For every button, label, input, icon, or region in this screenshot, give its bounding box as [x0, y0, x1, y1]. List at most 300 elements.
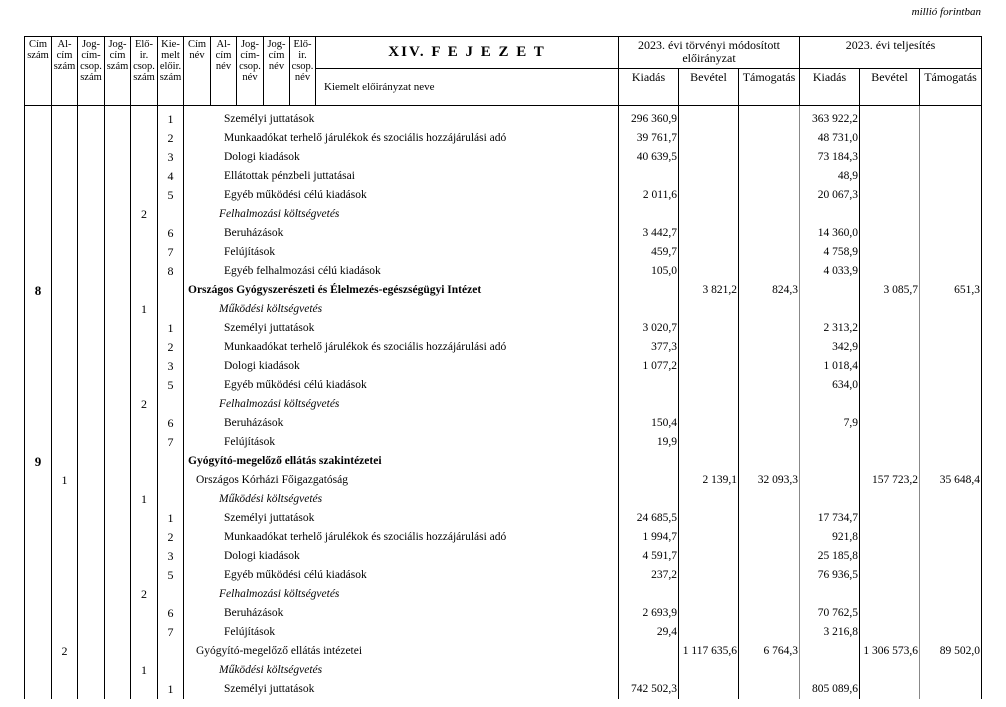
value-cell: 459,7	[619, 243, 679, 262]
code-column-header: Al- cím név	[211, 37, 237, 106]
row-name: Egyéb működési célú kiadások	[224, 569, 367, 581]
value-cell: 40 639,5	[619, 148, 679, 167]
code-cell	[105, 319, 131, 338]
name-cell	[184, 623, 619, 642]
code-cell	[105, 129, 131, 148]
code-cell: 3	[158, 357, 184, 376]
code-cell	[105, 205, 131, 224]
code-cell	[52, 395, 78, 414]
value-cell	[679, 566, 739, 585]
code-cell: 8	[158, 262, 184, 281]
value-cell	[739, 547, 800, 566]
value-cell	[739, 376, 800, 395]
value-cell	[679, 528, 739, 547]
value-cell	[739, 604, 800, 623]
value-cell	[679, 376, 739, 395]
value-cell	[679, 186, 739, 205]
code-cell	[52, 262, 78, 281]
code-cell	[105, 547, 131, 566]
code-cell	[158, 471, 184, 490]
code-cell	[131, 528, 158, 547]
name-cell	[184, 680, 619, 699]
value-cell	[739, 262, 800, 281]
name-cell	[184, 433, 619, 452]
code-cell	[25, 319, 52, 338]
row-name: Beruházások	[224, 417, 284, 429]
row-name: Ellátottak pénzbeli juttatásai	[224, 170, 355, 182]
value-cell	[739, 357, 800, 376]
value-cell: 1 077,2	[619, 357, 679, 376]
unit-label: millió forintban	[911, 6, 981, 18]
table-row	[25, 433, 982, 452]
value-cell: 742 502,3	[619, 680, 679, 699]
value-cell: 150,4	[619, 414, 679, 433]
code-cell	[52, 509, 78, 528]
table-row	[25, 604, 982, 623]
value-cell	[860, 566, 920, 585]
value-cell	[920, 490, 982, 509]
name-cell	[184, 547, 619, 566]
code-cell	[78, 433, 105, 452]
code-cell	[25, 167, 52, 186]
value-cell	[739, 243, 800, 262]
value-cell: 3 821,2	[679, 281, 739, 300]
name-cell	[184, 205, 619, 224]
row-name: Felhalmozási költségvetés	[219, 398, 340, 410]
table-row	[25, 106, 982, 130]
value-cell	[619, 395, 679, 414]
row-name: Egyéb felhalmozási célú kiadások	[224, 265, 381, 277]
code-cell: 1	[52, 471, 78, 490]
value-cell: 921,8	[800, 528, 860, 547]
name-cell	[184, 490, 619, 509]
code-cell	[105, 224, 131, 243]
code-cell	[158, 661, 184, 680]
row-name: Munkaadókat terhelő járulékok és szociális hozzájárulási adó	[224, 132, 507, 144]
value-cell	[860, 106, 920, 130]
value-cell	[920, 528, 982, 547]
table-row	[25, 205, 982, 224]
value-cell	[739, 490, 800, 509]
value-cell	[860, 604, 920, 623]
name-cell	[184, 395, 619, 414]
code-cell	[158, 281, 184, 300]
code-cell	[78, 528, 105, 547]
value-cell	[679, 414, 739, 433]
value-cell	[860, 528, 920, 547]
code-cell	[131, 623, 158, 642]
code-cell	[105, 300, 131, 319]
table-row	[25, 395, 982, 414]
code-cell	[25, 300, 52, 319]
value-cell: 3 216,8	[800, 623, 860, 642]
value-cell	[860, 357, 920, 376]
code-cell	[78, 167, 105, 186]
value-cell: 14 360,0	[800, 224, 860, 243]
row-name: Dologi kiadások	[224, 151, 300, 163]
code-cell	[105, 376, 131, 395]
value-cell	[739, 106, 800, 130]
value-cell	[860, 205, 920, 224]
code-cell	[105, 414, 131, 433]
value-cell	[860, 300, 920, 319]
code-cell: 2	[158, 338, 184, 357]
code-cell: 5	[158, 566, 184, 585]
value-cell	[739, 205, 800, 224]
code-cell	[78, 642, 105, 661]
code-cell: 2	[52, 642, 78, 661]
code-cell	[78, 262, 105, 281]
code-cell: 8	[25, 281, 52, 300]
code-cell	[131, 566, 158, 585]
value-cell	[679, 319, 739, 338]
table-row	[25, 262, 982, 281]
value-cell: 2 693,9	[619, 604, 679, 623]
value-cell: 634,0	[800, 376, 860, 395]
code-cell	[105, 395, 131, 414]
code-cell	[158, 205, 184, 224]
code-cell	[131, 376, 158, 395]
code-column-header: Cím szám	[25, 37, 52, 106]
code-cell	[25, 471, 52, 490]
table-row	[25, 186, 982, 205]
table-row	[25, 243, 982, 262]
value-cell	[739, 129, 800, 148]
code-cell	[105, 528, 131, 547]
table-row	[25, 623, 982, 642]
code-cell	[78, 604, 105, 623]
code-cell: 3	[158, 148, 184, 167]
value-cell	[800, 585, 860, 604]
value-cell	[679, 395, 739, 414]
value-cell	[800, 205, 860, 224]
name-cell	[184, 224, 619, 243]
code-cell	[52, 106, 78, 130]
code-cell	[131, 262, 158, 281]
name-cell	[184, 357, 619, 376]
value-cell: 6 764,3	[739, 642, 800, 661]
table-row	[25, 490, 982, 509]
value-cell	[619, 452, 679, 471]
code-cell	[105, 148, 131, 167]
code-cell: 7	[158, 243, 184, 262]
name-cell	[184, 528, 619, 547]
value-cell	[739, 186, 800, 205]
name-cell	[184, 186, 619, 205]
value-cell: 89 502,0	[920, 642, 982, 661]
code-cell	[78, 357, 105, 376]
code-cell	[25, 566, 52, 585]
name-cell	[184, 129, 619, 148]
name-cell	[184, 566, 619, 585]
code-cell	[105, 490, 131, 509]
value-cell	[920, 205, 982, 224]
code-cell: 2	[131, 395, 158, 414]
row-name: Személyi juttatások	[224, 322, 315, 334]
value-cell	[679, 490, 739, 509]
sub-column-header-támogatás: Támogatás	[920, 69, 982, 106]
code-cell	[105, 680, 131, 699]
code-cell	[78, 319, 105, 338]
value-cell	[920, 452, 982, 471]
sub-column-header-kiadás: Kiadás	[619, 69, 679, 106]
code-cell	[52, 186, 78, 205]
code-cell	[105, 357, 131, 376]
value-cell: 4 033,9	[800, 262, 860, 281]
code-cell: 6	[158, 224, 184, 243]
name-cell	[184, 148, 619, 167]
value-cell	[860, 623, 920, 642]
code-cell	[25, 129, 52, 148]
table-row	[25, 547, 982, 566]
value-cell	[679, 262, 739, 281]
row-name: Működési költségvetés	[219, 303, 323, 315]
value-cell: 1 994,7	[619, 528, 679, 547]
value-cell: 20 067,3	[800, 186, 860, 205]
code-cell	[78, 661, 105, 680]
chapter-title: XIV. F E J E Z E T	[316, 37, 619, 69]
row-name: Felhalmozási költségvetés	[219, 588, 340, 600]
code-cell	[105, 433, 131, 452]
group-planned-header: 2023. évi törvényi módosított előirányzat	[619, 37, 800, 69]
value-cell	[679, 224, 739, 243]
value-cell	[679, 148, 739, 167]
code-cell	[158, 452, 184, 471]
code-cell	[25, 680, 52, 699]
row-name: Egyéb működési célú kiadások	[224, 189, 367, 201]
value-cell	[679, 167, 739, 186]
value-cell	[860, 509, 920, 528]
row-name: Országos Kórházi Főigazgatóság	[196, 474, 349, 486]
code-cell	[78, 129, 105, 148]
code-cell	[78, 300, 105, 319]
value-cell	[739, 433, 800, 452]
value-cell: 805 089,6	[800, 680, 860, 699]
name-cell	[184, 300, 619, 319]
code-cell	[52, 148, 78, 167]
code-cell: 2	[158, 129, 184, 148]
value-cell: 237,2	[619, 566, 679, 585]
code-cell	[78, 376, 105, 395]
value-cell: 824,3	[739, 281, 800, 300]
name-cell	[184, 167, 619, 186]
value-cell: 296 360,9	[619, 106, 679, 130]
value-cell	[679, 680, 739, 699]
value-cell: 35 648,4	[920, 471, 982, 490]
table-row	[25, 414, 982, 433]
value-cell	[679, 585, 739, 604]
value-cell	[860, 547, 920, 566]
value-cell	[920, 680, 982, 699]
code-cell: 1	[131, 300, 158, 319]
value-cell	[619, 490, 679, 509]
value-cell	[619, 300, 679, 319]
value-cell	[920, 167, 982, 186]
code-cell	[105, 167, 131, 186]
code-cell	[52, 338, 78, 357]
code-column-header: Kie- melt előir. szám	[158, 37, 184, 106]
code-column-header: Jog- cím szám	[105, 37, 131, 106]
code-cell	[158, 642, 184, 661]
value-cell	[920, 585, 982, 604]
value-cell	[739, 452, 800, 471]
value-cell	[739, 680, 800, 699]
code-cell	[105, 243, 131, 262]
value-cell	[920, 224, 982, 243]
code-cell	[52, 243, 78, 262]
value-cell	[679, 300, 739, 319]
code-cell	[78, 338, 105, 357]
row-name: Beruházások	[224, 227, 284, 239]
table-row	[25, 281, 982, 300]
code-cell	[131, 243, 158, 262]
code-cell	[131, 224, 158, 243]
sub-column-header-kiadás: Kiadás	[800, 69, 860, 106]
value-cell: 1 306 573,6	[860, 642, 920, 661]
code-cell	[52, 661, 78, 680]
row-name: Munkaadókat terhelő járulékok és szociális hozzájárulási adó	[224, 341, 507, 353]
name-cell	[184, 338, 619, 357]
name-cell	[184, 414, 619, 433]
code-cell	[131, 452, 158, 471]
value-cell	[920, 106, 982, 130]
code-cell	[78, 148, 105, 167]
table-row	[25, 129, 982, 148]
code-cell	[158, 490, 184, 509]
code-cell	[52, 528, 78, 547]
value-cell	[920, 319, 982, 338]
name-cell	[184, 452, 619, 471]
code-cell	[25, 661, 52, 680]
table-row	[25, 471, 982, 490]
value-cell	[619, 376, 679, 395]
value-cell	[679, 509, 739, 528]
name-cell	[184, 376, 619, 395]
code-cell	[52, 604, 78, 623]
table-row	[25, 338, 982, 357]
row-name: Országos Gyógyszerészeti és Élelmezés-egészségügyi Intézet	[188, 284, 482, 296]
value-cell	[619, 281, 679, 300]
code-cell	[25, 414, 52, 433]
code-cell	[78, 490, 105, 509]
code-cell	[25, 623, 52, 642]
code-cell: 6	[158, 604, 184, 623]
code-cell	[131, 186, 158, 205]
row-name: Dologi kiadások	[224, 550, 300, 562]
name-cell	[184, 661, 619, 680]
value-cell	[800, 661, 860, 680]
code-cell	[25, 376, 52, 395]
code-cell	[78, 452, 105, 471]
name-cell	[184, 642, 619, 661]
value-cell	[619, 661, 679, 680]
code-cell	[131, 129, 158, 148]
value-cell: 73 184,3	[800, 148, 860, 167]
code-cell	[105, 604, 131, 623]
value-cell	[800, 300, 860, 319]
value-cell: 39 761,7	[619, 129, 679, 148]
code-cell	[78, 186, 105, 205]
code-cell: 1	[158, 106, 184, 130]
value-cell	[679, 129, 739, 148]
code-cell	[105, 452, 131, 471]
value-cell	[679, 433, 739, 452]
value-cell: 48,9	[800, 167, 860, 186]
group-actual-header: 2023. évi teljesítés	[800, 37, 982, 69]
code-cell: 6	[158, 414, 184, 433]
value-cell	[800, 471, 860, 490]
code-cell	[105, 471, 131, 490]
value-cell	[920, 395, 982, 414]
code-cell	[52, 566, 78, 585]
value-cell	[679, 357, 739, 376]
table-row	[25, 357, 982, 376]
code-cell	[25, 106, 52, 130]
row-name: Munkaadókat terhelő járulékok és szociális hozzájárulási adó	[224, 531, 507, 543]
value-cell	[800, 281, 860, 300]
name-cell	[184, 243, 619, 262]
code-cell	[105, 585, 131, 604]
table-row	[25, 566, 982, 585]
code-cell	[105, 281, 131, 300]
code-column-header: Jog- cím név	[264, 37, 290, 106]
value-cell	[800, 490, 860, 509]
code-column-header: Cím név	[184, 37, 211, 106]
code-cell	[78, 471, 105, 490]
code-cell: 2	[131, 205, 158, 224]
code-cell	[25, 585, 52, 604]
code-cell: 1	[131, 490, 158, 509]
code-cell	[52, 357, 78, 376]
value-cell: 2 313,2	[800, 319, 860, 338]
code-column-header: Elő- ir. csop. szám	[131, 37, 158, 106]
code-cell	[131, 433, 158, 452]
value-cell: 377,3	[619, 338, 679, 357]
code-column-header: Jog- cím- csop. név	[237, 37, 264, 106]
code-cell	[105, 661, 131, 680]
value-cell	[920, 262, 982, 281]
name-cell	[184, 281, 619, 300]
code-cell: 7	[158, 623, 184, 642]
value-cell	[679, 623, 739, 642]
code-cell	[158, 585, 184, 604]
code-cell	[25, 642, 52, 661]
value-cell	[679, 205, 739, 224]
code-cell	[52, 205, 78, 224]
value-cell	[679, 661, 739, 680]
code-cell	[78, 566, 105, 585]
code-cell	[25, 243, 52, 262]
value-cell	[860, 129, 920, 148]
table-body	[25, 106, 982, 700]
code-cell	[78, 395, 105, 414]
code-cell	[52, 129, 78, 148]
value-cell	[860, 680, 920, 699]
value-cell	[800, 642, 860, 661]
value-cell: 25 185,8	[800, 547, 860, 566]
code-cell	[78, 281, 105, 300]
table-row	[25, 452, 982, 471]
value-cell: 3 442,7	[619, 224, 679, 243]
code-cell	[131, 106, 158, 130]
name-cell	[184, 106, 619, 130]
value-cell	[860, 186, 920, 205]
value-cell	[739, 148, 800, 167]
row-name: Egyéb működési célú kiadások	[224, 379, 367, 391]
code-cell	[25, 509, 52, 528]
value-cell: 342,9	[800, 338, 860, 357]
code-cell: 5	[158, 376, 184, 395]
